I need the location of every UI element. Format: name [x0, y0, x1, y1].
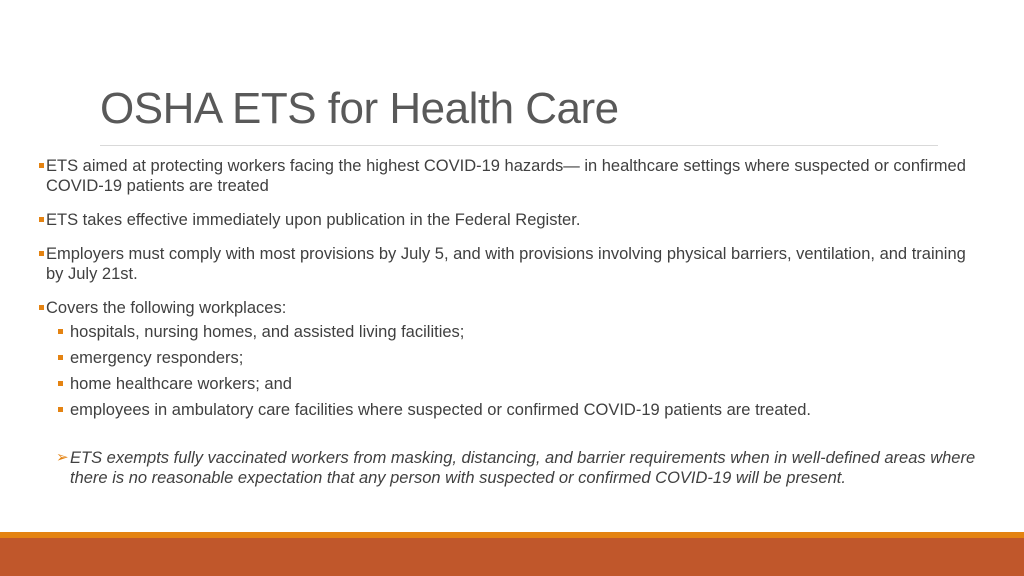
- square-bullet-icon: [39, 251, 44, 256]
- sub-bullet-text: hospitals, nursing homes, and assisted living facilities;: [70, 323, 465, 341]
- square-bullet-icon: [39, 305, 44, 310]
- square-bullet-icon: [39, 217, 44, 222]
- note-text: ETS exempts fully vaccinated workers from masking, distancing, and barrier requirements when in well-defined areas where there is no reasonable expectation that any person with suspected or confirmed COVID-19 will be present.: [70, 449, 976, 487]
- bullet-item: [36, 210, 976, 230]
- square-bullet-icon: [58, 355, 63, 360]
- sub-bullet-item: [36, 322, 976, 342]
- bullet-item: [36, 156, 976, 196]
- sub-bullet-item: [36, 374, 976, 394]
- bullet-item: [36, 298, 976, 420]
- square-bullet-icon: [58, 407, 63, 412]
- slide-content: [36, 156, 976, 488]
- square-bullet-icon: [39, 163, 44, 168]
- sub-bullet-list: [36, 322, 976, 420]
- sub-bullet-item: [36, 348, 976, 368]
- title-divider: [100, 145, 938, 146]
- sub-bullet-text: home healthcare workers; and: [70, 375, 292, 393]
- bullet-text: Covers the following workplaces:: [46, 299, 287, 317]
- bullet-text: Employers must comply with most provisions by July 5, and with provisions involving physical barriers, ventilation, and training by July 21st.: [46, 245, 966, 283]
- sub-bullet-text: employees in ambulatory care facilities where suspected or confirmed COVID-19 patients are treated.: [70, 401, 812, 419]
- bullet-text: ETS aimed at protecting workers facing the highest COVID-19 hazards— in healthcare settings where suspected or confirmed COVID-19 patients are treated: [46, 157, 966, 195]
- slide-title: OSHA ETS for Health Care: [100, 84, 619, 133]
- square-bullet-icon: [58, 329, 63, 334]
- exemption-note: [36, 448, 976, 488]
- bullet-item: [36, 244, 976, 284]
- bullet-text: ETS takes effective immediately upon publication in the Federal Register.: [46, 211, 581, 229]
- square-bullet-icon: [58, 381, 63, 386]
- arrow-bullet-icon: ➢: [56, 449, 69, 466]
- footer-band: [0, 538, 1024, 576]
- sub-bullet-item: [36, 400, 976, 420]
- sub-bullet-text: emergency responders;: [70, 349, 244, 367]
